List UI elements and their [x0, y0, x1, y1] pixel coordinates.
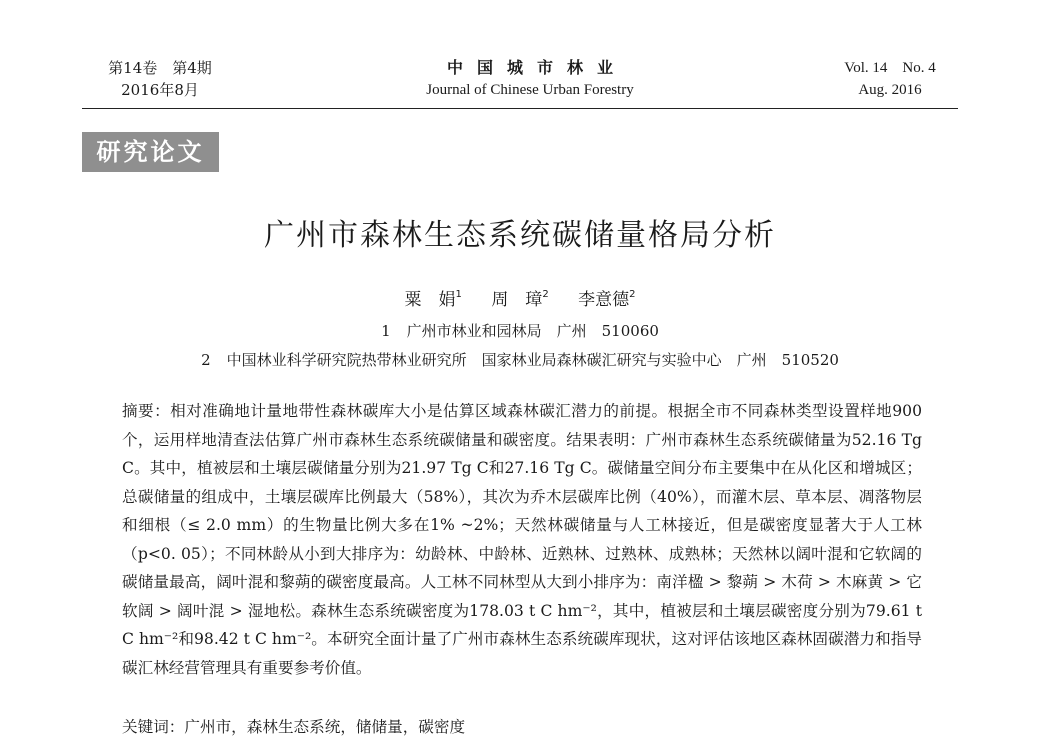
- volume-issue-cn: 第14卷 第4期: [108, 59, 212, 77]
- journal-volume-block: [100, 57, 220, 101]
- journal-volume-en-block: [820, 57, 960, 101]
- abstract: [122, 397, 927, 682]
- affiliation-number: 2: [201, 351, 211, 369]
- abstract-text: 相对准确地计量地带性森林碳库大小是估算区域森林碳汇潜力的前提。根据全市不同森林类型设置样地900个，运用样地清查法估算广州市森林生态系统碳储量和碳密度。结果表明：广州市森林生态系统碳储量为52.16 Tg C。其中，植被层和土壤层碳储量分别为21.97 Tg C和27.16 Tg C。碳储量空间分布主要集中在从化区和增城区；总碳储量的组成中，土壤层碳库比例最大（58%），其次为乔木层碳库比例（40%），而灌木层、草本层、凋落物层和细根（≤ 2.0 mm）的生物量比例大多在1% ~2%；天然林碳储量与人工林接近，但是碳密度显著大于人工林（p<0. 05）；不同林龄从小到大排序为：幼龄林、中龄林、近熟林、过熟林、成熟林；天然林以阔叶混和它软阔的碳储量最高，阔叶混和黎蒴的碳密度最高。人工林不同林型从大到小排序为：南洋楹 > 黎蒴 > 木荷 > 木麻黄 > 它软阔 > 阔叶混 > 湿地松。森林生态系统碳密度为178.03 t C hm⁻²，其中，植被层和土壤层碳密度分别为79.61 t C hm⁻²和98.42 t C hm⁻²。本研究全面计量了广州市森林生态系统碳库现状，这对评估该地区森林固碳潜力和指导碳汇林经营管理具有重要参考价值。: [122, 402, 927, 677]
- section-badge: 研究论文: [82, 132, 219, 172]
- author-name: 李意德: [578, 290, 630, 310]
- date-cn: 2016年8月: [121, 81, 199, 99]
- volume-issue-en: Vol. 14 No. 4: [844, 60, 936, 76]
- header-divider: [82, 108, 958, 109]
- date-en: Aug. 2016: [858, 82, 922, 98]
- author-name: 周 璋: [491, 290, 543, 310]
- author-affil-mark: 2: [542, 289, 549, 300]
- journal-name-en: Journal of Chinese Urban Forestry: [426, 82, 634, 98]
- author-3: [578, 290, 635, 310]
- affiliation-2: [82, 349, 958, 371]
- affiliation-1: [82, 320, 958, 342]
- author-affil-mark: 1: [455, 289, 462, 300]
- abstract-label: 摘要：: [122, 402, 171, 420]
- author-list: [82, 282, 958, 313]
- paper-title: 广州市森林生态系统碳储量格局分析: [264, 218, 776, 253]
- journal-name-cn: 中国城市林业: [446, 58, 627, 77]
- keywords: [122, 713, 922, 741]
- keywords-label: 关键词：: [122, 718, 185, 736]
- author-1: [405, 290, 462, 310]
- keywords-text: 广州市，森林生态系统，储储量，碳密度: [184, 718, 466, 736]
- journal-name-block: [360, 57, 700, 101]
- affiliation-number: 1: [381, 322, 391, 340]
- affiliation-text: 广州市林业和园林局 广州 510060: [406, 322, 659, 340]
- author-2: [491, 290, 548, 310]
- author-name: 粟 娟: [404, 290, 456, 310]
- affiliation-text: 中国林业科学研究院热带林业研究所 国家林业局森林碳汇研究与实验中心 广州 510520: [226, 351, 839, 369]
- author-affil-mark: 2: [629, 289, 636, 300]
